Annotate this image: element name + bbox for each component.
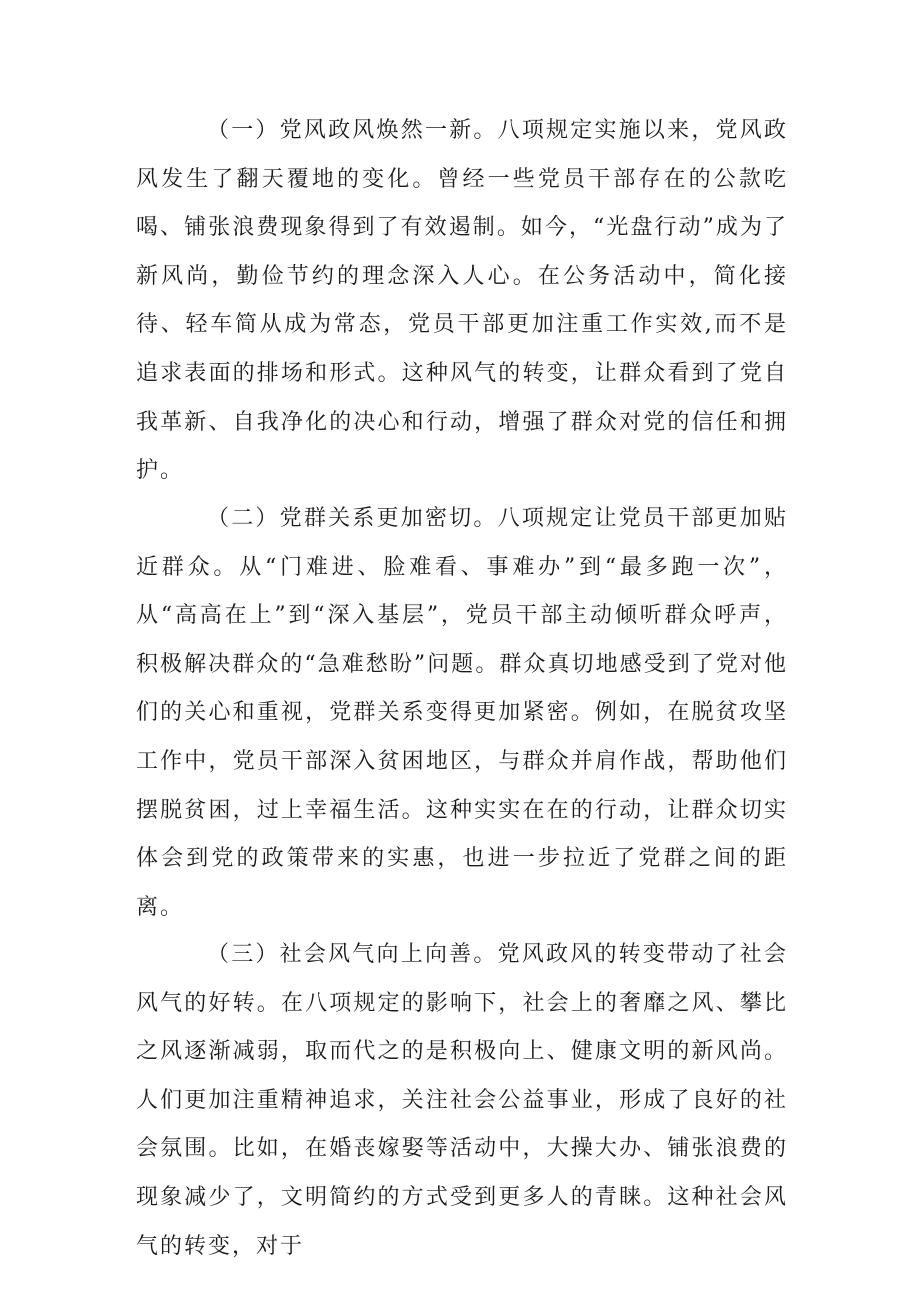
paragraph-party-style: （一）党风政风焕然一新。八项规定实施以来，党风政风发生了翻天覆地的变化。曾经一些党员干部存在的公款吃喝、铺张浪费现象得到了有效遏制。如今，“光盘行动”成为了新风尚，勤俭节约的理念深入人心。在公务活动中，简化接待、轻车简从成为常态，党员干部更加注重工作实效,而不是追求表面的排场和形式。这种风气的转变，让群众看到了党自我革新、自我净化的决心和行动，增强了群众对党的信任和拥护。 [136, 118, 788, 484]
paragraph-social-atmosphere: （三）社会风气向上向善。党风政风的转变带动了社会风气的好转。在八项规定的影响下，社会上的奢靡之风、攀比之风逐渐减弱，取而代之的是积极向上、健康文明的新风尚。人们更加注重精神追求，关注社会公益事业，形成了良好的社会氛围。比如，在婚丧嫁娶等活动中，大操大办、铺张浪费的现象减少了，文明简约的方式受到更多人的青睐。这种社会风气的转变，对于 [136, 942, 788, 1259]
paragraph-party-masses-relations: （二）党群关系更加密切。八项规定让党员干部更加贴近群众。从“门难进、脸难看、事难办”到“最多跑一次”，从“高高在上”到“深入基层”，党员干部主动倾听群众呼声，积极解决群众的“急难愁盼”问题。群众真切地感受到了党对他们的关心和重视，党群关系变得更加紧密。例如，在脱贫攻坚工作中，党员干部深入贫困地区，与群众并肩作战，帮助他们摆脱贫困，过上幸福生活。这种实实在在的行动，让群众切实体会到党的政策带来的实惠，也进一步拉近了党群之间的距离。 [136, 506, 788, 920]
